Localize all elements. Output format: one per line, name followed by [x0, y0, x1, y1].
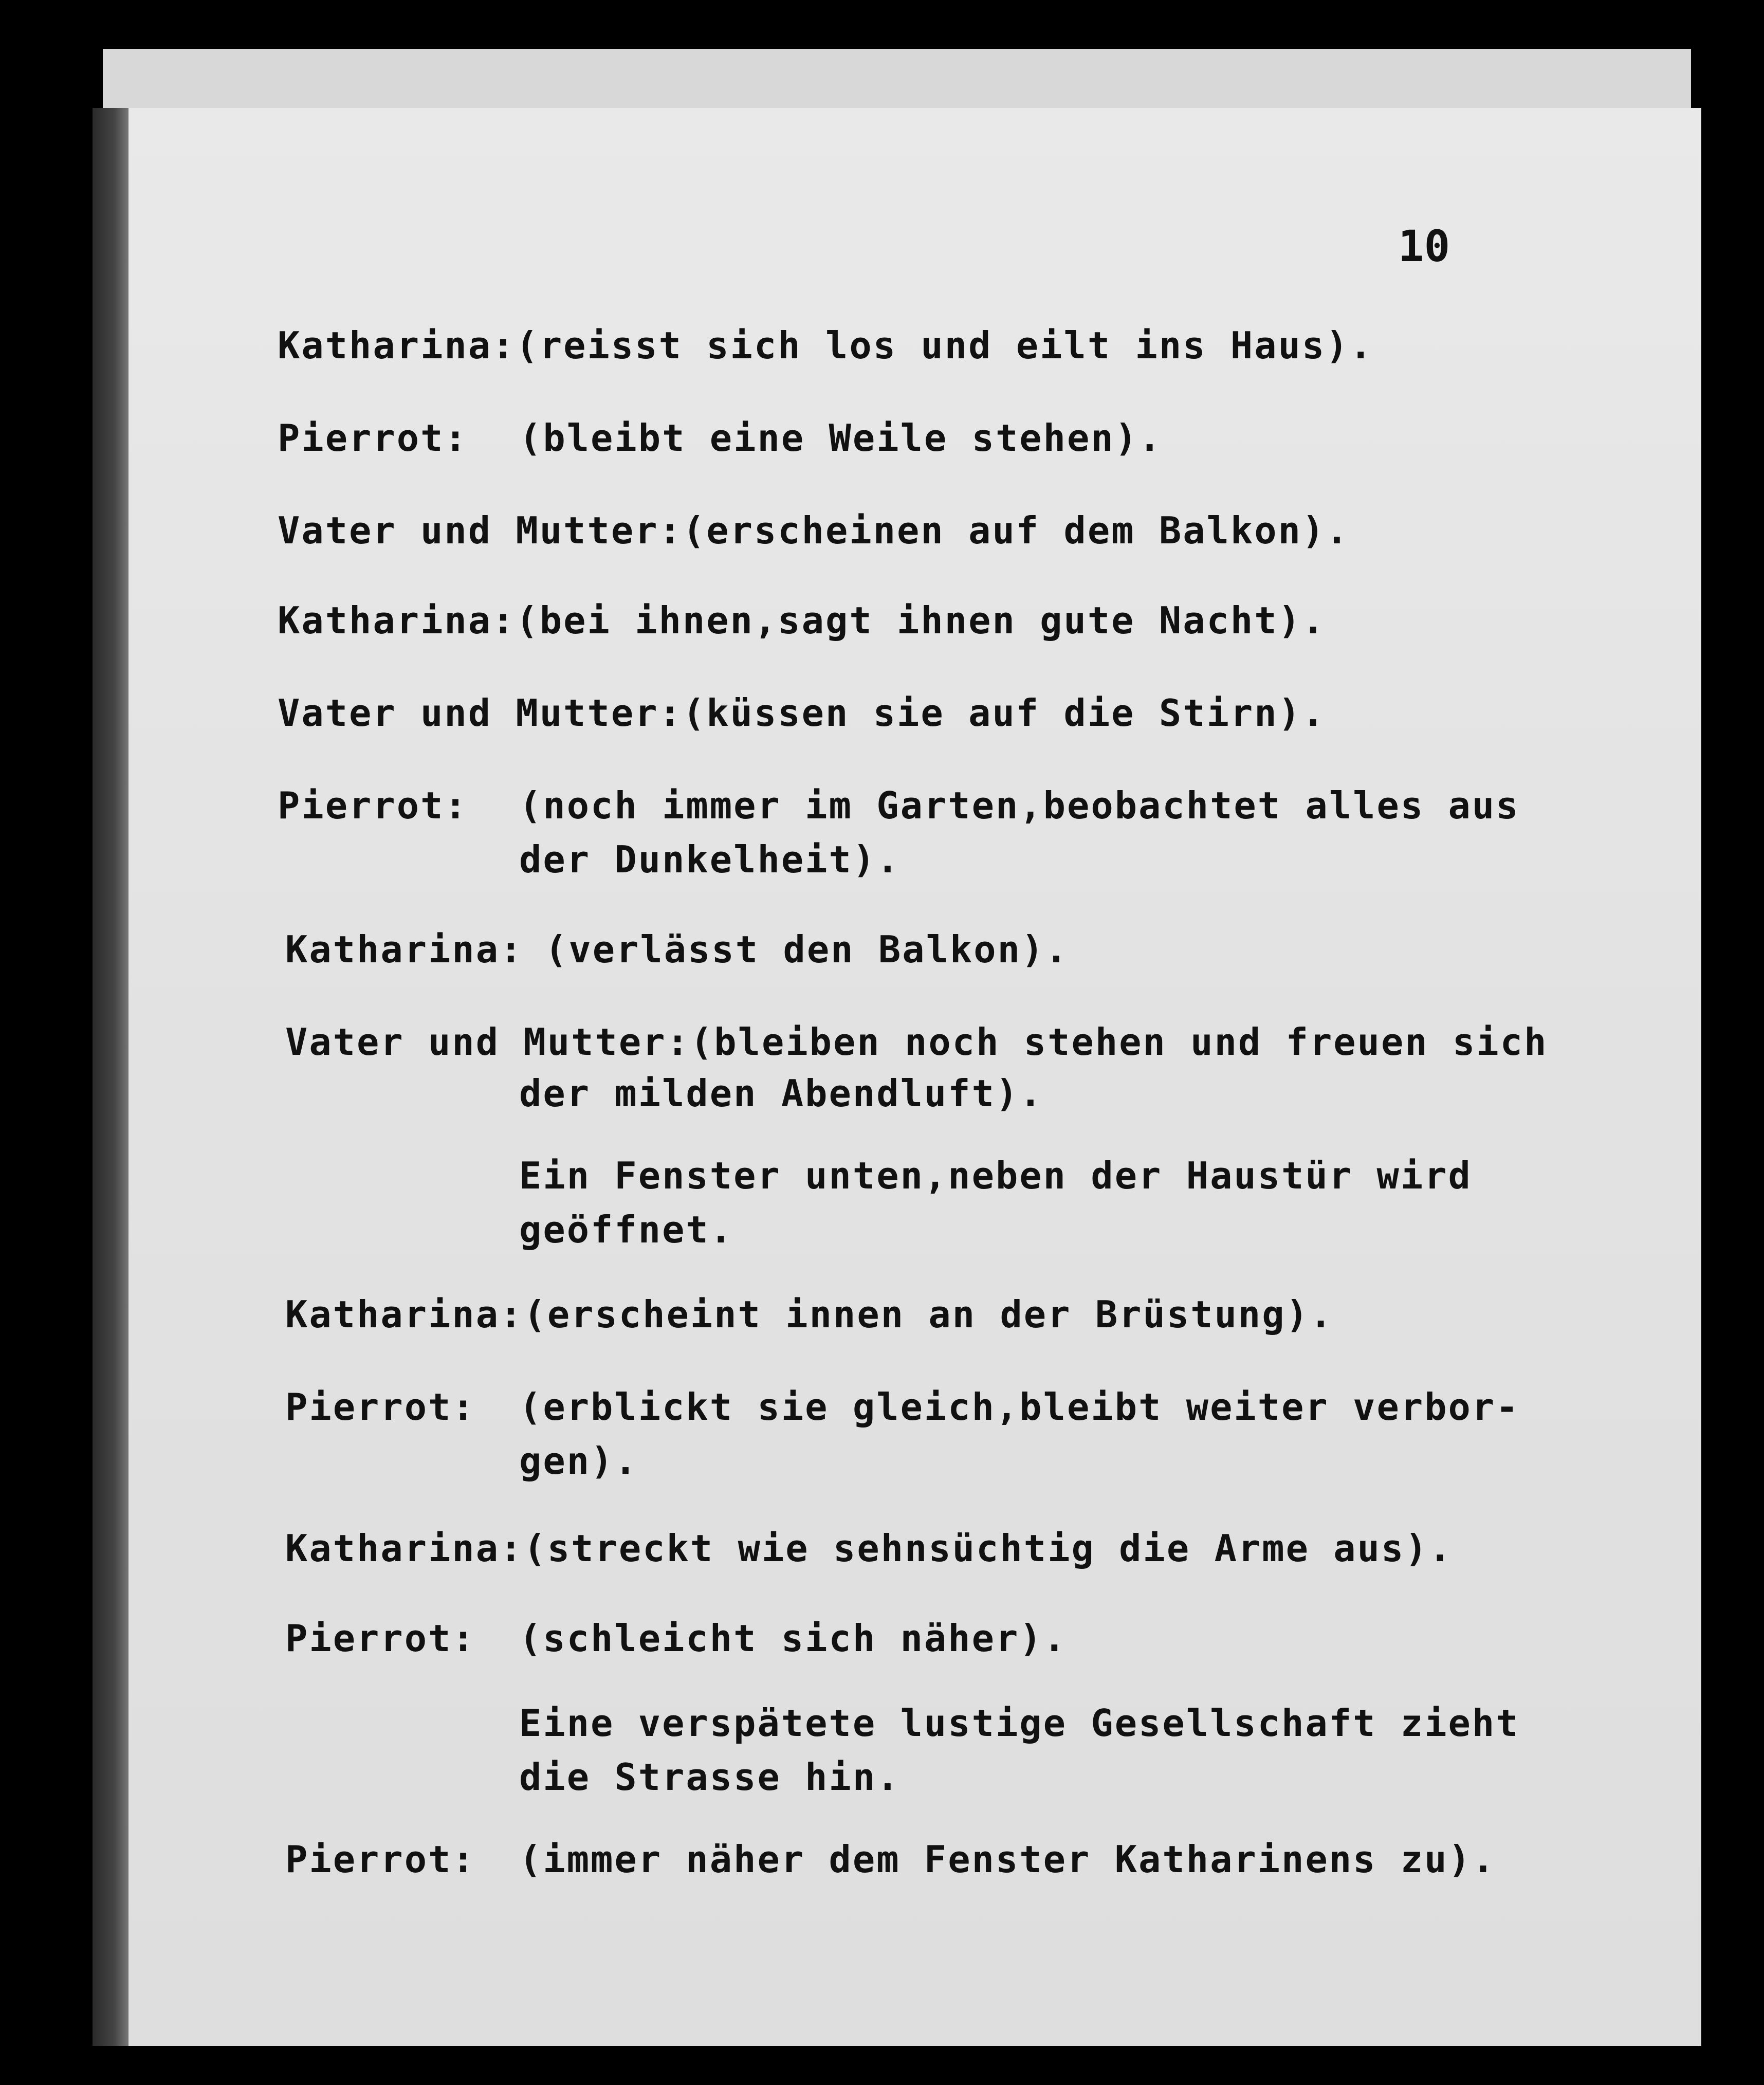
- stage-direction-continued: geöffnet.: [519, 1208, 734, 1251]
- script-line: [285, 1838, 476, 1881]
- speaker-name: Vater und Mutter:: [278, 691, 683, 735]
- stage-direction: (erscheint innen an der Brüstung).: [523, 1293, 1334, 1336]
- script-line: [285, 1020, 1548, 1064]
- script-line: [285, 1293, 1333, 1336]
- script-line: [278, 416, 468, 460]
- speaker-name: Katharina:: [285, 1527, 524, 1570]
- stage-direction: (reisst sich los und eilt ins Haus).: [516, 324, 1373, 367]
- speaker-name: Vater und Mutter:: [285, 1020, 690, 1064]
- script-line: [278, 784, 468, 827]
- stage-direction: (immer näher dem Fenster Katharinens zu).: [519, 1838, 1496, 1881]
- stage-direction-continued: die Strasse hin.: [519, 1755, 901, 1799]
- speaker-name: Pierrot:: [285, 1838, 476, 1881]
- script-line: [278, 324, 1373, 367]
- speaker-name: Vater und Mutter:: [278, 509, 683, 552]
- script-line: [285, 1385, 476, 1429]
- script-line: [278, 599, 1326, 642]
- stage-direction: (küssen sie auf die Stirn).: [682, 691, 1326, 735]
- stage-direction: Ein Fenster unten,neben der Haustür wird: [519, 1154, 1472, 1197]
- speaker-name: Pierrot:: [285, 1385, 476, 1429]
- script-line: [278, 691, 1326, 735]
- speaker-name: Pierrot:: [285, 1617, 476, 1660]
- speaker-name: Katharina:: [278, 324, 516, 367]
- stage-direction: (bleiben noch stehen und freuen sich: [690, 1020, 1548, 1064]
- speaker-name: Katharina:: [278, 599, 516, 642]
- stage-direction: (noch immer im Garten,beobachtet alles aus: [519, 784, 1520, 827]
- stage-direction: (erscheinen auf dem Balkon).: [682, 509, 1350, 552]
- stage-direction: (streckt wie sehnsüchtig die Arme aus).: [523, 1527, 1453, 1570]
- stage-direction-continued: der Dunkelheit).: [519, 838, 901, 881]
- stage-direction: (verlässt den Balkon).: [545, 928, 1069, 971]
- speaker-name: Pierrot:: [278, 784, 468, 827]
- stage-direction: (erblickt sie gleich,bleibt weiter verbor-: [519, 1385, 1520, 1429]
- script-line: [278, 509, 1350, 552]
- script-line: [285, 1527, 1453, 1570]
- stage-direction: (schleicht sich näher).: [519, 1617, 1067, 1660]
- stage-direction-continued: gen).: [519, 1439, 638, 1483]
- script-line: [285, 928, 523, 971]
- speaker-name: Pierrot:: [278, 416, 468, 460]
- page-number: 10: [1398, 221, 1450, 271]
- stage-direction-continued: der milden Abendluft).: [519, 1072, 1043, 1115]
- script-body: [93, 108, 1701, 2046]
- stage-direction: Eine verspätete lustige Gesellschaft zieht: [519, 1702, 1520, 1745]
- stage-direction: (bleibt eine Weile stehen).: [519, 416, 1163, 460]
- speaker-name: Katharina:: [285, 1293, 524, 1336]
- stage-direction: (bei ihnen,sagt ihnen gute Nacht).: [516, 599, 1326, 642]
- speaker-name: Katharina:: [285, 928, 524, 971]
- script-line: [285, 1617, 476, 1660]
- typed-page: [93, 108, 1701, 2046]
